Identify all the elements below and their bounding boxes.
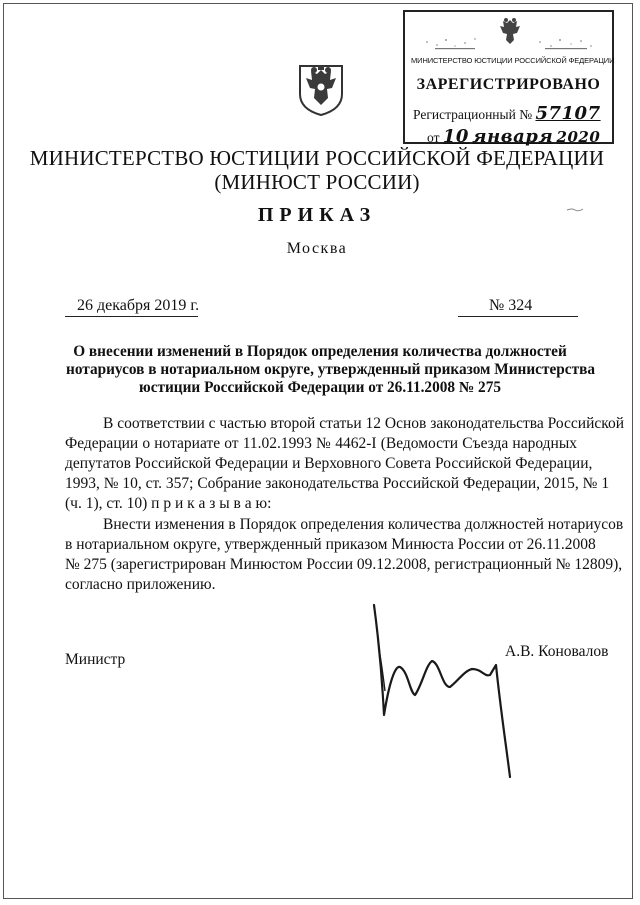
stamp-registration-line [413, 103, 601, 124]
stamp-registration-number: 57107 [535, 103, 601, 124]
stamp-date-prefix: от [427, 130, 440, 145]
ministry-name: МИНИСТЕРСТВО ЮСТИЦИИ РОССИЙСКОЙ ФЕДЕРАЦИИ [29, 146, 605, 170]
paragraph-line: в нотариальном округе, утвержденный приказом Минюста России от 26.11.2008 [65, 536, 596, 553]
heading-line: нотариусов в нотариальном округе, утвержденный приказом Министерства [66, 361, 595, 378]
paragraph-preamble [65, 414, 625, 514]
stamp-date-year: 2020 [556, 128, 601, 146]
paragraph-line: (ч. 1), ст. 10) п р и к а з ы в а ю: [65, 495, 272, 512]
stamp-date-line [427, 126, 600, 147]
signer-name: А.В. Коновалов [505, 643, 609, 660]
heading-line: О внесении изменений в Порядок определения количества должностей [73, 343, 567, 360]
paragraph-line: депутатов Российской Федерации и Верховного Совета Российской Федерации, [65, 455, 593, 472]
order-title: ПРИКАЗ [257, 204, 377, 226]
city: Москва [286, 240, 348, 257]
signer-title: Министр [65, 651, 126, 668]
stamp-date-month: января [472, 126, 554, 147]
paragraph-line: 1993, № 10, ст. 357; Собрание законодательства Российской Федерации, 2015, № 1 [65, 475, 610, 492]
handwritten-signature [360, 595, 520, 780]
stamp-texture [415, 34, 605, 54]
order-date: 26 декабря 2019 г. [77, 297, 200, 314]
stamp-date-day: 10 [442, 126, 469, 147]
pen-mark [566, 206, 584, 214]
stamp-registered-label: ЗАРЕГИСТРИРОВАНО [416, 76, 601, 93]
stamp-ministry-name: МИНИСТЕРСТВО ЮСТИЦИИ РОССИЙСКОЙ ФЕДЕРАЦИИ [411, 56, 615, 65]
paragraph-decree [65, 515, 624, 595]
paragraph-line: согласно приложению. [65, 576, 216, 593]
heading-line: юстиции Российской Федерации от 26.11.2008 № 275 [139, 379, 501, 396]
order-number: № 324 [489, 297, 533, 314]
paragraph-line: В соответствии с частью второй статьи 12 Основ законодательства Российской [103, 415, 625, 432]
paragraph-line: № 275 (зарегистрирован Минюстом России 09.12.2008, регистрационный № 12809), [65, 556, 623, 573]
ministry-short-name: (МИНЮСТ РОССИИ) [214, 170, 420, 194]
paragraph-line: Внести изменения в Порядок определения количества должностей нотариусов [103, 516, 624, 533]
paragraph-line: Федерации о нотариате от 11.02.1993 № 4462-I (Ведомости Съезда народных [65, 435, 577, 452]
registration-stamp [403, 10, 615, 147]
stamp-registration-label: Регистрационный № [413, 107, 533, 122]
number-underline [458, 316, 578, 317]
coat-of-arms-icon [296, 60, 346, 116]
date-underline [65, 316, 198, 317]
order-heading [66, 343, 595, 397]
